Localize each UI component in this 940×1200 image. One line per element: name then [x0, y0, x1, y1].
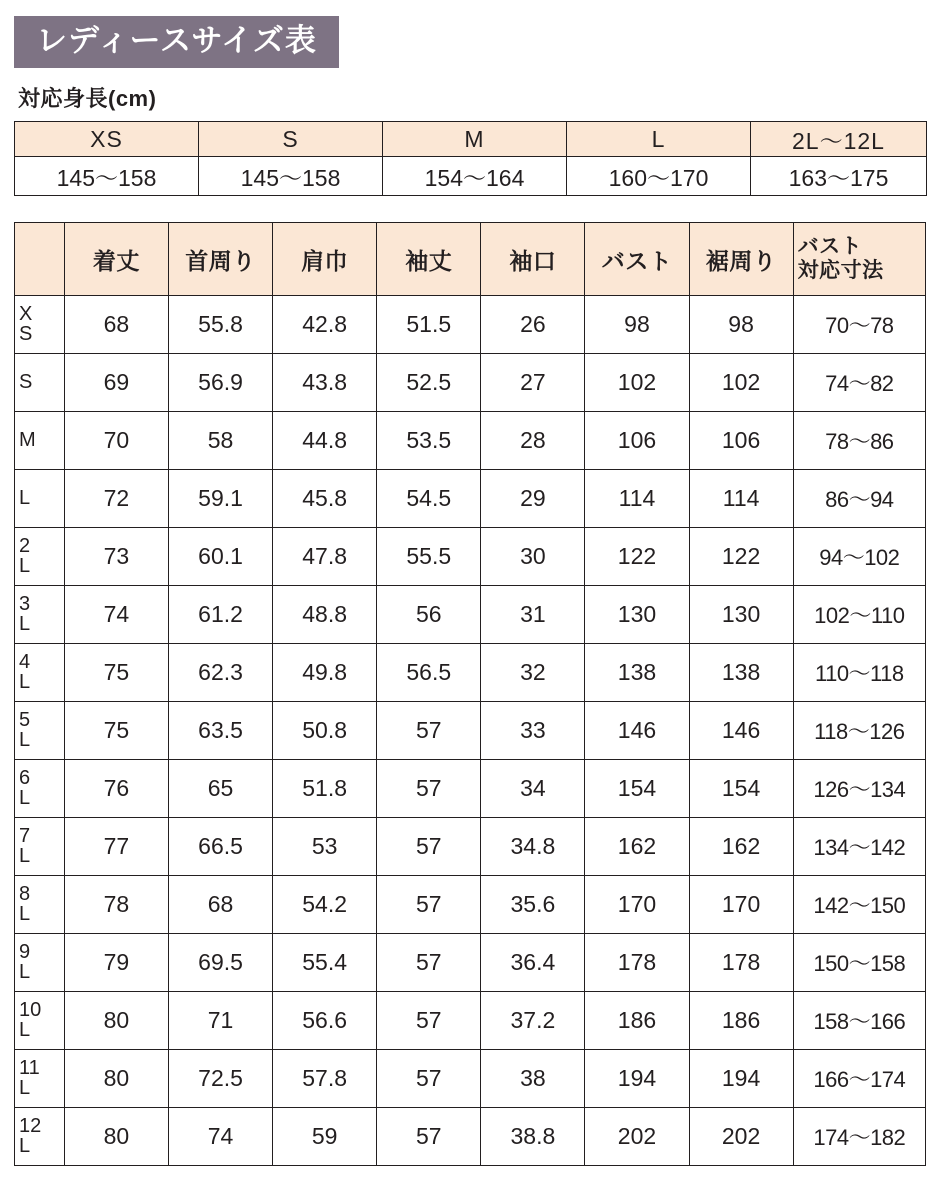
row-size-label-line: M: [19, 428, 36, 451]
table-cell: 76: [64, 760, 168, 818]
table-cell: 98: [585, 296, 689, 354]
table-row: [15, 296, 926, 354]
table-cell: 27: [481, 354, 585, 412]
row-size-label-line: L: [19, 1134, 31, 1157]
table-cell: 74: [64, 586, 168, 644]
row-size-label-line: L: [19, 554, 31, 577]
row-size-label-line: 11: [19, 1057, 40, 1079]
height-table: [14, 121, 927, 196]
height-section-label: 対応身長(cm): [18, 86, 157, 112]
table-cell: 122: [585, 528, 689, 586]
table-cell: 51.8: [273, 760, 377, 818]
table-cell: 98: [689, 296, 793, 354]
measurement-header-cell-2: 肩巾: [273, 223, 377, 296]
table-cell: 45.8: [273, 470, 377, 528]
table-cell: 57: [377, 760, 481, 818]
table-cell: 106: [585, 412, 689, 470]
table-cell: 55.5: [377, 528, 481, 586]
height-table-value-row: [15, 157, 927, 196]
table-cell: 150〜158: [793, 934, 925, 992]
table-row: [15, 702, 926, 760]
table-cell: 61.2: [168, 586, 272, 644]
table-cell: 138: [585, 644, 689, 702]
row-size-label-line: 9: [19, 941, 31, 963]
table-cell: 194: [689, 1050, 793, 1108]
table-cell: 48.8: [273, 586, 377, 644]
height-header-cell: M: [383, 122, 567, 157]
page-title: レディースサイズ表: [14, 16, 339, 68]
table-cell: 78〜86: [793, 412, 925, 470]
table-row: [15, 934, 926, 992]
table-cell: 66.5: [168, 818, 272, 876]
height-header-cell: XS: [15, 122, 199, 157]
table-cell: 154: [585, 760, 689, 818]
table-cell: 126〜134: [793, 760, 925, 818]
table-cell: 44.8: [273, 412, 377, 470]
height-table-header-row: [15, 122, 927, 157]
measurement-header-cell-0: 着丈: [64, 223, 168, 296]
measurement-header-cell-7-line2: 対応寸法: [797, 259, 884, 283]
height-value-cell: 163〜175: [751, 157, 927, 196]
table-cell: 102: [689, 354, 793, 412]
table-cell: 142〜150: [793, 876, 925, 934]
table-cell: 35.6: [481, 876, 585, 934]
table-cell: 130: [689, 586, 793, 644]
measurement-header-cell-7-line1: バスト: [797, 234, 863, 258]
table-row: [15, 412, 926, 470]
row-size-label: [15, 934, 65, 992]
table-cell: 134〜142: [793, 818, 925, 876]
table-cell: 30: [481, 528, 585, 586]
table-cell: 73: [64, 528, 168, 586]
table-cell: 57: [377, 818, 481, 876]
table-cell: 110〜118: [793, 644, 925, 702]
table-cell: 170: [585, 876, 689, 934]
table-cell: 154: [689, 760, 793, 818]
table-cell: 34.8: [481, 818, 585, 876]
row-size-label-line: L: [19, 960, 31, 983]
table-cell: 138: [689, 644, 793, 702]
row-size-label: [15, 1050, 65, 1108]
row-size-label-line: 7: [19, 825, 31, 847]
table-row: [15, 818, 926, 876]
height-header-cell: L: [567, 122, 751, 157]
table-cell: 55.8: [168, 296, 272, 354]
table-cell: 63.5: [168, 702, 272, 760]
row-size-label: [15, 644, 65, 702]
table-cell: 80: [64, 1108, 168, 1166]
table-cell: 56.9: [168, 354, 272, 412]
measurement-header-cell-1: 首周り: [168, 223, 272, 296]
table-cell: 146: [689, 702, 793, 760]
table-cell: 118〜126: [793, 702, 925, 760]
measurement-header-cell-4: 袖口: [481, 223, 585, 296]
table-row: [15, 354, 926, 412]
measurement-body: [15, 296, 926, 1166]
table-cell: 50.8: [273, 702, 377, 760]
table-cell: 202: [689, 1108, 793, 1166]
table-cell: 37.2: [481, 992, 585, 1050]
table-cell: 26: [481, 296, 585, 354]
measurement-table: [14, 222, 926, 1166]
table-cell: 57: [377, 702, 481, 760]
table-cell: 36.4: [481, 934, 585, 992]
row-size-label: [15, 876, 65, 934]
table-cell: 57: [377, 992, 481, 1050]
table-row: [15, 760, 926, 818]
table-cell: 122: [689, 528, 793, 586]
table-cell: 47.8: [273, 528, 377, 586]
row-size-label-line: X: [19, 303, 33, 325]
table-cell: 34: [481, 760, 585, 818]
measurement-header-cell-3: 袖丈: [377, 223, 481, 296]
table-cell: 70: [64, 412, 168, 470]
height-value-cell: 154〜164: [383, 157, 567, 196]
table-cell: 178: [689, 934, 793, 992]
table-cell: 114: [585, 470, 689, 528]
table-cell: 71: [168, 992, 272, 1050]
table-cell: 166〜174: [793, 1050, 925, 1108]
table-cell: 68: [168, 876, 272, 934]
table-cell: 57: [377, 934, 481, 992]
table-cell: 186: [689, 992, 793, 1050]
table-cell: 49.8: [273, 644, 377, 702]
table-cell: 56.5: [377, 644, 481, 702]
table-cell: 72: [64, 470, 168, 528]
table-cell: 102: [585, 354, 689, 412]
section-spacer: [14, 196, 926, 222]
table-cell: 59.1: [168, 470, 272, 528]
measurement-header-cell-7: [793, 223, 925, 296]
row-size-label-line: L: [19, 1076, 31, 1099]
table-cell: 68: [64, 296, 168, 354]
table-cell: 43.8: [273, 354, 377, 412]
table-row: [15, 644, 926, 702]
measurement-header-row: [15, 223, 926, 296]
table-row: [15, 586, 926, 644]
table-cell: 79: [64, 934, 168, 992]
row-size-label: [15, 528, 65, 586]
table-cell: 75: [64, 644, 168, 702]
row-size-label: [15, 586, 65, 644]
table-row: [15, 470, 926, 528]
table-cell: 80: [64, 1050, 168, 1108]
row-size-label-line: 10: [19, 999, 42, 1021]
row-size-label-line: 2: [19, 535, 31, 557]
row-size-label-line: 5: [19, 709, 31, 731]
height-header-cell: 2L〜12L: [751, 122, 927, 157]
table-cell: 53.5: [377, 412, 481, 470]
table-cell: 194: [585, 1050, 689, 1108]
table-cell: 130: [585, 586, 689, 644]
table-cell: 56: [377, 586, 481, 644]
table-cell: 54.5: [377, 470, 481, 528]
row-size-label-line: L: [19, 1018, 31, 1041]
table-row: [15, 1050, 926, 1108]
row-size-label: [15, 818, 65, 876]
row-size-label-line: L: [19, 844, 31, 867]
row-size-label-line: L: [19, 902, 31, 925]
table-cell: 57.8: [273, 1050, 377, 1108]
table-cell: 74: [168, 1108, 272, 1166]
table-cell: 60.1: [168, 528, 272, 586]
table-row: [15, 528, 926, 586]
table-row: [15, 1108, 926, 1166]
row-size-label: [15, 1108, 65, 1166]
table-cell: 33: [481, 702, 585, 760]
table-row: [15, 876, 926, 934]
table-cell: 72.5: [168, 1050, 272, 1108]
row-size-label: [15, 412, 65, 470]
table-cell: 162: [689, 818, 793, 876]
table-cell: 52.5: [377, 354, 481, 412]
table-cell: 57: [377, 1050, 481, 1108]
table-cell: 38: [481, 1050, 585, 1108]
table-cell: 162: [585, 818, 689, 876]
table-cell: 75: [64, 702, 168, 760]
table-cell: 202: [585, 1108, 689, 1166]
table-cell: 69.5: [168, 934, 272, 992]
table-cell: 65: [168, 760, 272, 818]
table-row: [15, 992, 926, 1050]
row-size-label-line: L: [19, 612, 31, 635]
height-value-cell: 160〜170: [567, 157, 751, 196]
measurement-header-cell-6: 裾周り: [689, 223, 793, 296]
table-cell: 74〜82: [793, 354, 925, 412]
height-value-cell: 145〜158: [199, 157, 383, 196]
row-size-label-line: L: [19, 728, 31, 751]
table-cell: 102〜110: [793, 586, 925, 644]
row-size-label-line: S: [19, 370, 33, 393]
table-cell: 174〜182: [793, 1108, 925, 1166]
height-value-cell: 145〜158: [15, 157, 199, 196]
table-cell: 38.8: [481, 1108, 585, 1166]
row-size-label-line: 6: [19, 767, 31, 789]
table-cell: 186: [585, 992, 689, 1050]
row-size-label-line: L: [19, 486, 31, 509]
table-cell: 62.3: [168, 644, 272, 702]
table-cell: 56.6: [273, 992, 377, 1050]
table-cell: 158〜166: [793, 992, 925, 1050]
table-cell: 69: [64, 354, 168, 412]
row-size-label-line: 8: [19, 883, 31, 905]
table-cell: 57: [377, 1108, 481, 1166]
table-cell: 77: [64, 818, 168, 876]
table-cell: 59: [273, 1108, 377, 1166]
table-cell: 54.2: [273, 876, 377, 934]
table-cell: 170: [689, 876, 793, 934]
row-size-label-line: 3: [19, 593, 31, 615]
row-size-label: [15, 470, 65, 528]
row-size-label-line: L: [19, 786, 31, 809]
table-cell: 178: [585, 934, 689, 992]
table-cell: 106: [689, 412, 793, 470]
row-size-label: [15, 702, 65, 760]
table-cell: 80: [64, 992, 168, 1050]
table-cell: 94〜102: [793, 528, 925, 586]
table-cell: 114: [689, 470, 793, 528]
table-cell: 57: [377, 876, 481, 934]
row-size-label-line: 12: [19, 1115, 42, 1137]
table-cell: 53: [273, 818, 377, 876]
table-cell: 70〜78: [793, 296, 925, 354]
row-size-label-line: S: [19, 322, 33, 345]
row-size-label: [15, 992, 65, 1050]
row-size-label: [15, 760, 65, 818]
table-cell: 55.4: [273, 934, 377, 992]
table-cell: 31: [481, 586, 585, 644]
table-cell: 28: [481, 412, 585, 470]
height-header-cell: S: [199, 122, 383, 157]
row-size-label-line: L: [19, 670, 31, 693]
table-cell: 78: [64, 876, 168, 934]
table-cell: 32: [481, 644, 585, 702]
row-size-label-line: 4: [19, 651, 31, 673]
table-cell: 146: [585, 702, 689, 760]
table-cell: 29: [481, 470, 585, 528]
row-size-label: [15, 354, 65, 412]
table-cell: 42.8: [273, 296, 377, 354]
row-size-label: [15, 296, 65, 354]
table-cell: 51.5: [377, 296, 481, 354]
table-cell: 58: [168, 412, 272, 470]
measurement-header-cell-5: バスト: [585, 223, 689, 296]
measurement-corner-cell: [15, 223, 65, 296]
table-cell: 86〜94: [793, 470, 925, 528]
